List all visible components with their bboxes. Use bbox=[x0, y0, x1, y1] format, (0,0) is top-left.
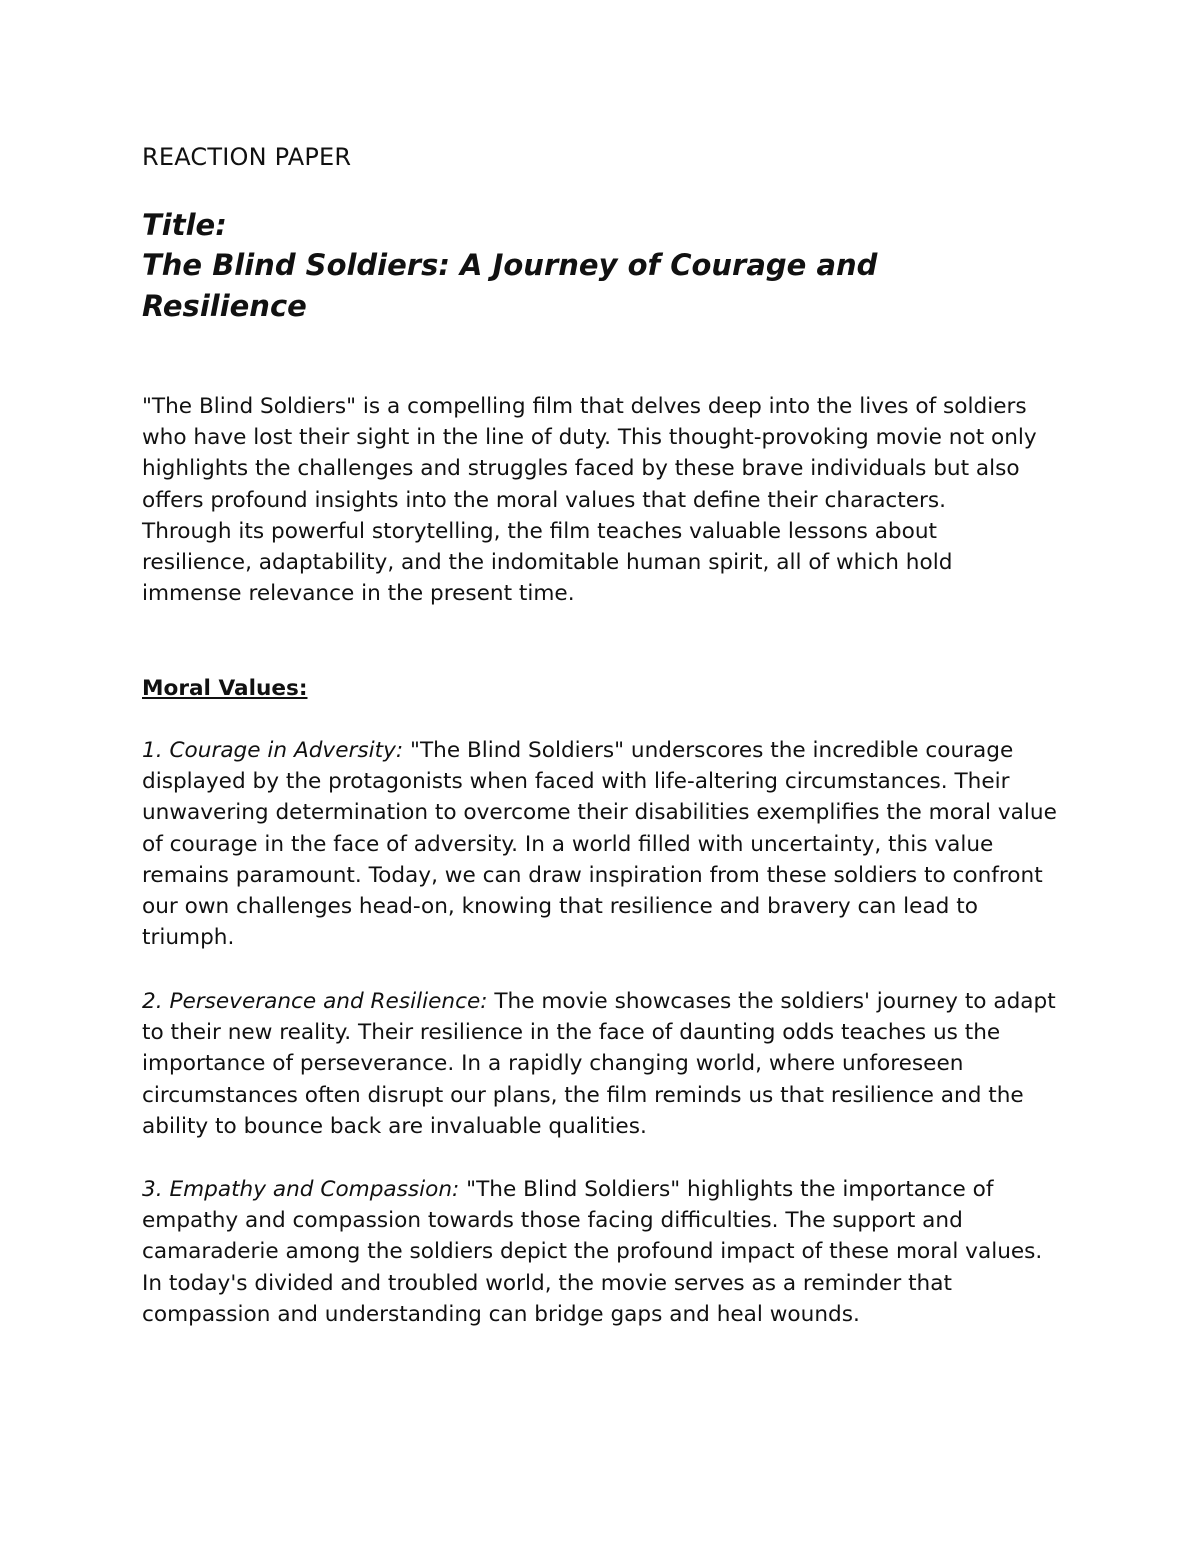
document-heading: REACTION PAPER bbox=[142, 143, 352, 171]
moral-value-label: 2. Perseverance and Resilience: bbox=[142, 989, 488, 1014]
moral-value-item bbox=[142, 1174, 1052, 1330]
moral-value-item bbox=[142, 986, 1062, 1142]
paper-title: The Blind Soldiers: A Journey of Courage and Resilience bbox=[142, 248, 878, 323]
moral-value-text: "The Blind Soldiers" highlights the importance of empathy and compassion towards those facing difficulties. The support and camaraderie among the soldiers depict the profound impact of these moral values. In today's divided and troubled world, the movie serves as a reminder that compassion and understanding can bridge gaps and heal wounds. bbox=[142, 1177, 1043, 1327]
moral-value-text: The movie showcases the soldiers' journey to adapt to their new reality. Their resilience in the face of daunting odds teaches us the importance of perseverance. In a rapidly changing world, where unforeseen circumstances often disrupt our plans, the film reminds us that resilience and the ability to bounce back are invaluable qualities. bbox=[142, 989, 1056, 1139]
moral-value-item bbox=[142, 735, 1062, 953]
intro-paragraph: "The Blind Soldiers" is a compelling film that delves deep into the lives of soldiers who have lost their sight in the line of duty. This thought-provoking movie not only highlights the challenges and struggles faced by these brave individuals but also offers profound insights into the moral values that define their characters. Through its powerful storytelling, the film teaches valuable lessons about resilience, adaptability, and the indomitable human spirit, all of which hold immense relevance in the present time. bbox=[142, 394, 1037, 607]
moral-value-text: "The Blind Soldiers" underscores the incredible courage displayed by the protagonists when faced with life-altering circumstances. Their unwavering determination to overcome their disabilities exemplifies the moral value of courage in the face of adversity. In a world filled with uncertainty, this value remains paramount. Today, we can draw inspiration from these soldiers to confront our own challenges head-on, knowing that resilience and bravery can lead to triumph. bbox=[142, 738, 1057, 951]
moral-values-heading: Moral Values: bbox=[142, 676, 308, 701]
document-page bbox=[142, 0, 1072, 1553]
moral-value-label: 3. Empathy and Compassion: bbox=[142, 1177, 460, 1202]
moral-value-label: 1. Courage in Adversity: bbox=[142, 738, 404, 763]
title-label: Title: bbox=[142, 208, 227, 242]
